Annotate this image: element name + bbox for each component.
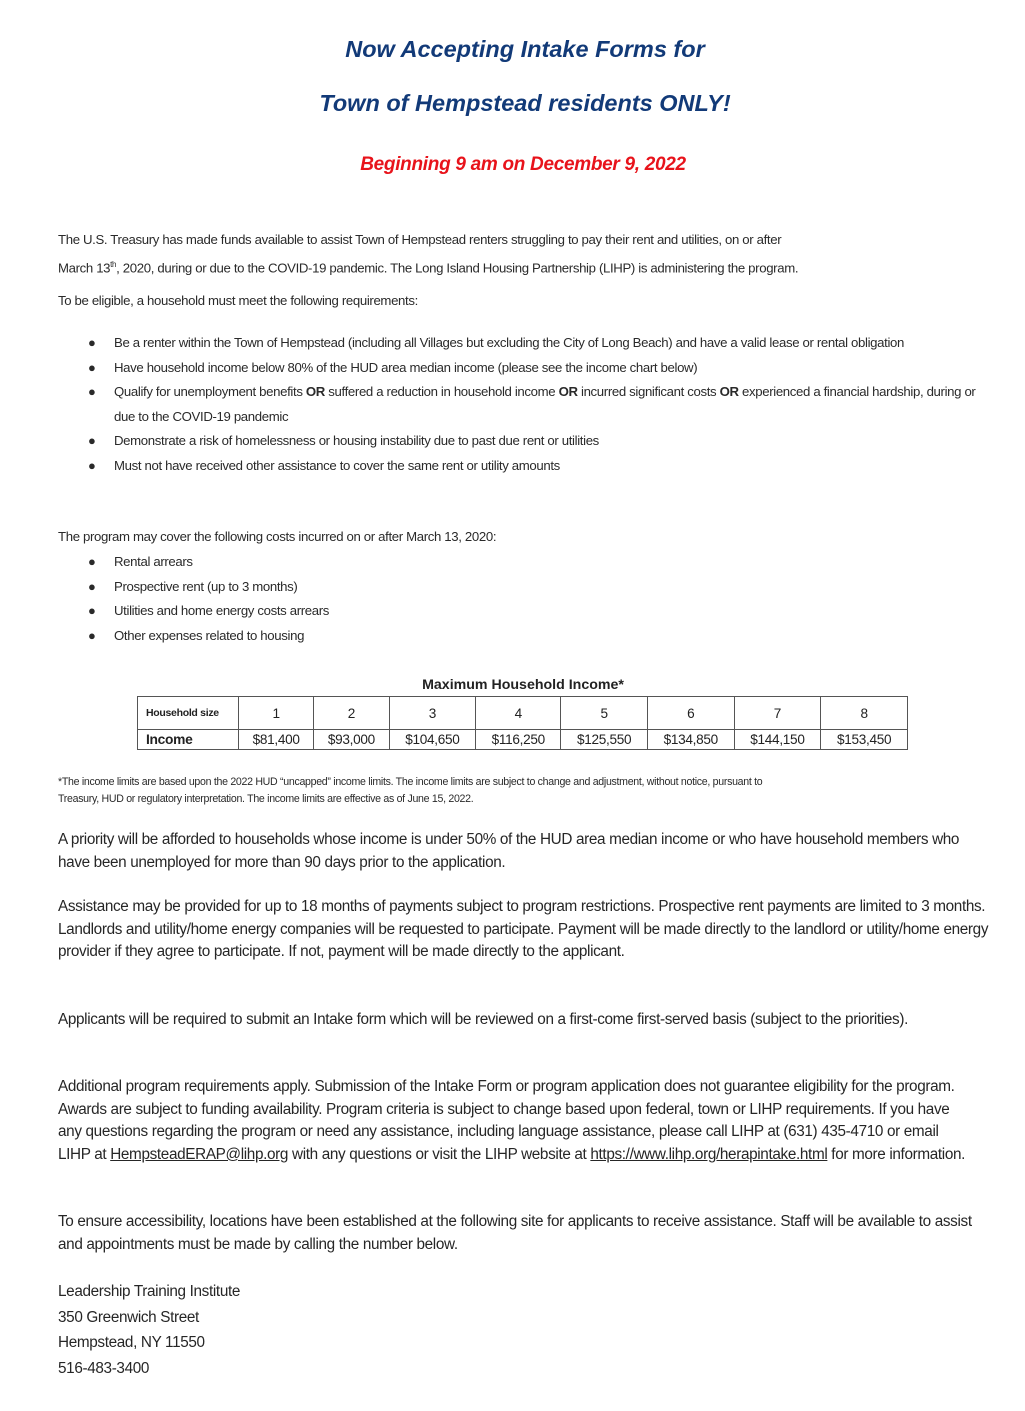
assistance-paragraph: Assistance may be provided for up to 18 months of payments subject to program restrictions. Prospective rent payments are limited to 3 months. Landlords and utility/home energy companies will be requested to participate. Payment will be made directly to the landlord or utility/home energy provider if they agree to participate. If not, payment will be made directly to the applicant.: [58, 898, 989, 961]
intro-line-2: [58, 253, 993, 281]
location-street: 350 Greenwich Street: [58, 1308, 199, 1326]
size-cell: 5: [561, 697, 648, 730]
location-phone: 516-483-3400: [58, 1359, 150, 1377]
bullet-icon: ●: [88, 578, 96, 594]
priority-paragraph: A priority will be afforded to households whose income is under 50% of the HUD area median income or who have household members who have been unemployed for more than 90 days prior to the application.: [58, 831, 960, 871]
applicants-paragraph: Applicants will be required to submit an Intake form which will be reviewed on a first-come first-served basis (subject to the priorities).: [58, 1011, 908, 1028]
eligibility-item: ● Demonstrate a risk of homelessness or housing instability due to past due rent or utilities: [88, 429, 993, 454]
additional-requirements-paragraph: Additional program requirements apply. Submission of the Intake Form or program application does not guarantee eligibility for the program. Awards are subject to funding availability. Program criteria is subject to change based upon federal, town or LIHP requirements. If you have any questions regarding the program or need any assistance, including language assistance, please call LIHP at (631) 435-4710 or email LIHP at HempsteadERAP@lihp.org with any questions or visit the LIHP website at https://www.lihp.org/herapintake.html for more information.: [58, 1078, 966, 1163]
cost-item: ● Rental arrears: [88, 550, 688, 575]
bullet-icon: ●: [88, 603, 96, 618]
bullet-icon: ●: [88, 433, 96, 448]
title-line-1: Now Accepting Intake Forms for: [345, 36, 705, 62]
eligibility-item: ● Must not have received other assistance to cover the same rent or utility amounts: [88, 454, 993, 479]
size-cell: 6: [647, 697, 734, 730]
costs-heading: The program may cover the following costs incurred on or after March 13, 2020:: [58, 529, 497, 544]
eligibility-list: [88, 331, 993, 478]
ordinal-suffix: th: [110, 259, 117, 269]
size-cell: 8: [821, 697, 908, 730]
bullet-icon: ●: [88, 335, 96, 350]
income-cell: $81,400: [239, 730, 314, 750]
income-cell: $104,650: [389, 730, 476, 750]
website-link[interactable]: https://www.lihp.org/herapintake.html: [590, 1145, 828, 1163]
location-block: [58, 1279, 993, 1381]
intro-paragraph: [58, 228, 993, 280]
income-cell: $134,850: [647, 730, 734, 750]
size-cell: 1: [239, 697, 314, 730]
income-label: Income: [138, 730, 239, 750]
location-name: Leadership Training Institute: [58, 1283, 241, 1300]
household-size-label: Household size: [138, 697, 239, 730]
email-link[interactable]: HempsteadERAP@lihp.org: [110, 1145, 289, 1163]
bullet-icon: ●: [88, 457, 96, 473]
intro-rest: , 2020, during or due to the COVID-19 pandemic. The Long Island Housing Partnership (LIHP) is administering the program.: [116, 259, 799, 275]
bullet-icon: ●: [88, 359, 96, 375]
accessibility-paragraph: To ensure accessibility, locations have been established at the following site for applicants to receive assistance. Staff will be available to assist and appointments must be made by calling the number below.: [58, 1213, 972, 1253]
bullet-icon: ●: [88, 554, 96, 569]
income-table-title: Maximum Household Income*: [422, 677, 624, 693]
title-line-2: Town of Hempstead residents ONLY!: [319, 90, 731, 116]
income-table: [137, 696, 908, 750]
eligibility-item: ● Be a renter within the Town of Hempstead (including all Villages but excluding the City of Long Beach) and have a valid lease or rental obligation: [88, 331, 993, 356]
cost-item: ● Prospective rent (up to 3 months): [88, 575, 688, 600]
costs-list: [88, 550, 688, 648]
cost-item: ● Other expenses related to housing: [88, 624, 688, 649]
size-cell: 2: [314, 697, 389, 730]
bullet-icon: ●: [88, 384, 96, 399]
start-date-subtitle: Beginning 9 am on December 9, 2022: [360, 154, 686, 175]
income-cell: $144,150: [734, 730, 821, 750]
income-row: [138, 730, 908, 750]
income-footnote: [58, 774, 998, 808]
income-cell: $93,000: [314, 730, 389, 750]
eligibility-heading: To be eligible, a household must meet the following requirements:: [58, 293, 418, 308]
location-city: Hempstead, NY 11550: [58, 1334, 205, 1351]
income-cell: $153,450: [821, 730, 908, 750]
income-cell: $116,250: [476, 730, 561, 750]
footnote-line-1: *The income limits are based upon the 2022 HUD “uncapped” income limits. The income limits are subject to change and adjustment, without notice, pursuant to: [58, 776, 763, 788]
footnote-line-2: Treasury, HUD or regulatory interpretation. The income limits are effective as of June 15, 2022.: [58, 793, 474, 805]
bullet-icon: ●: [88, 627, 96, 643]
intro-line-1: The U.S. Treasury has made funds available to assist Town of Hempstead renters struggling to pay their rent and utilities, on or after: [58, 232, 782, 247]
size-cell: 7: [734, 697, 821, 730]
household-size-row: [138, 697, 908, 730]
intro-date: March 13: [58, 259, 111, 275]
size-cell: 3: [389, 697, 476, 730]
size-cell: 4: [476, 697, 561, 730]
eligibility-item: ● Qualify for unemployment benefits OR suffered a reduction in household income OR incurred significant costs OR experienced a financial hardship, during or due to the COVID-19 pandemic: [88, 380, 993, 429]
cost-item: ● Utilities and home energy costs arrears: [88, 599, 688, 624]
eligibility-item: ● Have household income below 80% of the HUD area median income (please see the income chart below): [88, 356, 993, 381]
income-cell: $125,550: [561, 730, 648, 750]
